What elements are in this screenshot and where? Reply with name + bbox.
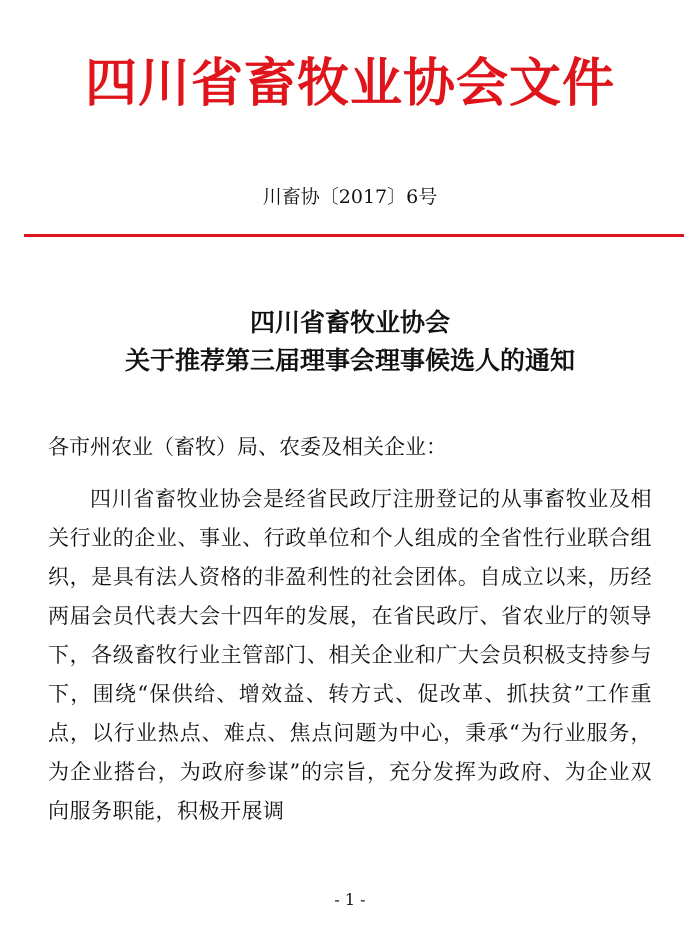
- body-paragraph: 四川省畜牧业协会是经省民政厅注册登记的从事畜牧业及相关行业的企业、事业、行政单位和个人组成的全省性行业联合组织，是具有法人资格的非盈利性的社会团体。自成立以来，历经两届会员代表大会十四年的发展，在省民政厅、省农业厅的领导下，各级畜牧行业主管部门、相关企业和广大会员积极支持参与下，围绕“保供给、增效益、转方式、促改革、抓扶贫”工作重点，以行业热点、难点、焦点问题为中心，秉承“为行业服务，为企业搭台，为政府参谋”的宗旨，充分发挥为政府、为企业双向服务职能，积极开展调: [48, 487, 652, 823]
- notice-title-line-2: 关于推荐第三届理事会理事候选人的通知: [124, 346, 575, 375]
- salutation: 各市州农业（畜牧）局、农委及相关企业：: [48, 435, 447, 459]
- page-number: - 1 -: [334, 890, 366, 909]
- document-number: 川畜协〔2017〕6号: [262, 186, 438, 208]
- document-header-title: 四川省畜牧业协会文件: [84, 54, 615, 114]
- red-divider-line: [24, 234, 684, 237]
- notice-title-line-1: 四川省畜牧业协会: [249, 308, 450, 337]
